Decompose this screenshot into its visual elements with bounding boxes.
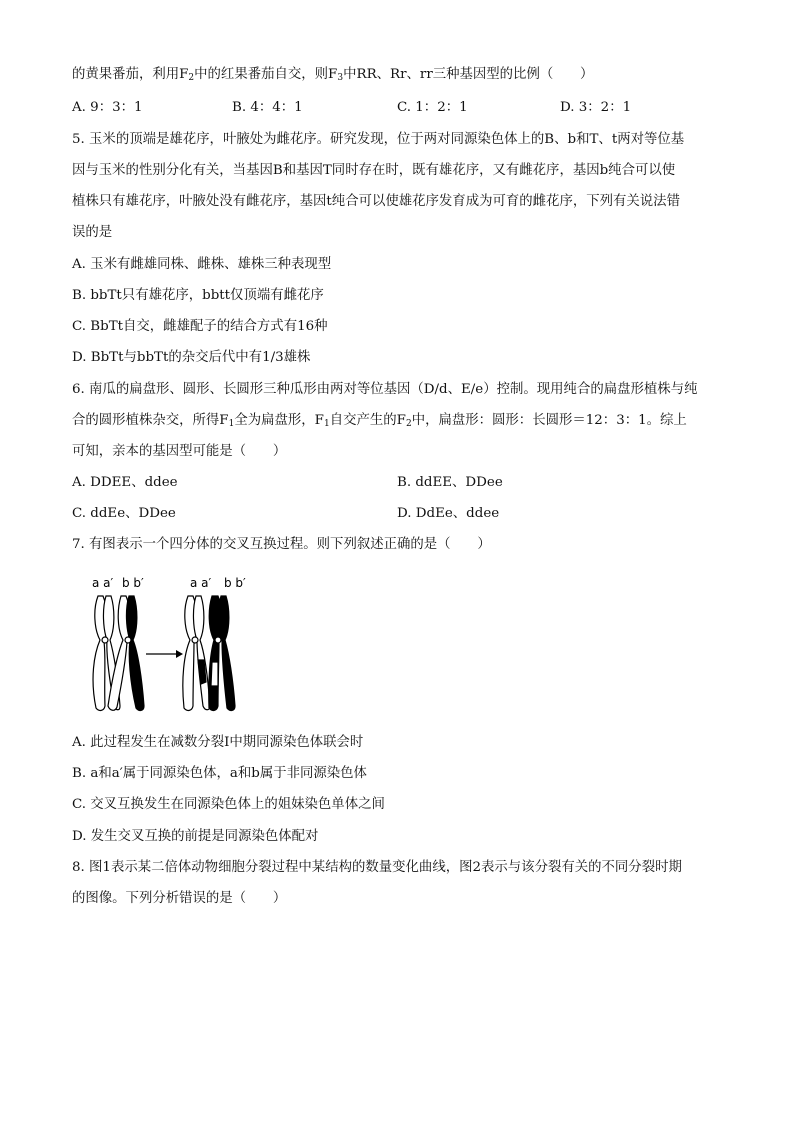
label-right-a: a a′: [190, 576, 212, 590]
q7-option-c: C. 交叉互换发生在同源染色体上的姐妹染色单体之间: [72, 797, 385, 812]
q6-option-c: C. ddEe、DDee: [72, 506, 176, 521]
q6-sub: 1: [228, 419, 235, 429]
q6-option-b: B. ddEE、DDee: [397, 475, 503, 490]
q6-stem-part: 中，扁盘形：圆形：长圆形＝12：3：1。综上: [411, 413, 687, 428]
q4-stem-part: 中的红果番茄自交，则F: [194, 67, 338, 82]
q5-option-b: B. bbTt只有雄花序，bbtt仅顶端有雌花序: [72, 288, 324, 303]
q4-option-d: D. 3：2：1: [560, 100, 632, 115]
crossing-over-figure: [84, 574, 264, 716]
q6-stem-part: 自交产生的F: [329, 413, 406, 428]
q4-stem-part: 中RR、Rr、rr三种基因型的比例（ ）: [343, 67, 594, 82]
label-left-a: a a′: [92, 576, 114, 590]
right-white-chromosome: [183, 596, 210, 710]
q6-stem-part: 全为扁盘形，F: [234, 413, 324, 428]
q7-stem: 7. 有图表示一个四分体的交叉互换过程。则下列叙述正确的是（ ）: [72, 537, 491, 552]
label-left-b: b b′: [122, 576, 144, 590]
q8-stem-line-1: 8. 图1表示某二倍体动物细胞分裂过程中某结构的数量变化曲线，图2表示与该分裂有关的不同分裂时期: [72, 860, 682, 875]
q4-stem-part: 的黄果番茄，利用F: [72, 67, 189, 82]
q5-option-c: C. BbTt自交，雌雄配子的结合方式有16种: [72, 319, 328, 334]
q5-stem-line-1: 5. 玉米的顶端是雄花序，叶腋处为雌花序。研究发现，位于两对同源染色体上的B、b和T、t两对等位基: [72, 132, 685, 147]
q6-sub: 2: [405, 419, 412, 429]
q6-option-a: A. DDEE、ddee: [72, 475, 178, 490]
q5-stem-line-3: 植株只有雄花序，叶腋处没有雌花序，基因t纯合可以使雄花序发育成为可育的雌花序，下列有关说法错: [72, 194, 680, 209]
tetrad-diagram: [84, 574, 264, 716]
q7-option-b: B. a和a′属于同源染色体，a和b属于非同源染色体: [72, 766, 367, 781]
q5-stem-line-4: 误的是: [72, 225, 113, 240]
q4-option-c: C. 1：2：1: [397, 100, 468, 115]
q6-stem-part: 合的圆形植株杂交，所得F: [72, 413, 229, 428]
q4-stem: [72, 66, 593, 84]
q7-option-d: D. 发生交叉互换的前提是同源染色体配对: [72, 829, 319, 844]
q6-stem-line-3: 可知，亲本的基因型可能是（ ）: [72, 444, 287, 459]
q6-option-d: D. DdEe、ddee: [397, 506, 500, 521]
q6-stem-line-2: [72, 412, 687, 430]
q4-sub: 3: [337, 73, 344, 83]
q5-stem-line-2: 因与玉米的性别分化有关，当基因B和基因T同时存在时，既有雄花序，又有雌花序，基因b纯合可以使: [72, 163, 676, 178]
label-right-b: b b′: [224, 576, 246, 590]
q4-option-a: A. 9：3：1: [72, 100, 143, 115]
q5-option-a: A. 玉米有雌雄同株、雌株、雄株三种表现型: [72, 257, 332, 272]
right-black-chromosome: [209, 596, 235, 710]
q5-option-d: D. BbTt与bbTt的杂交后代中有1/3雄株: [72, 350, 311, 365]
q4-option-b: B. 4：4：1: [232, 100, 303, 115]
q6-sub: 1: [323, 419, 330, 429]
q8-stem-line-2: 的图像。下列分析错误的是（ ）: [72, 891, 287, 906]
process-arrow: [146, 650, 183, 658]
q6-stem-line-1: 6. 南瓜的扁盘形、圆形、长圆形三种瓜形由两对等位基因（D/d、E/e）控制。现用纯合的扁盘形植株与纯: [72, 382, 698, 397]
q7-option-a: A. 此过程发生在减数分裂Ⅰ中期同源染色体联会时: [72, 735, 364, 750]
q4-sub: 2: [188, 73, 195, 83]
